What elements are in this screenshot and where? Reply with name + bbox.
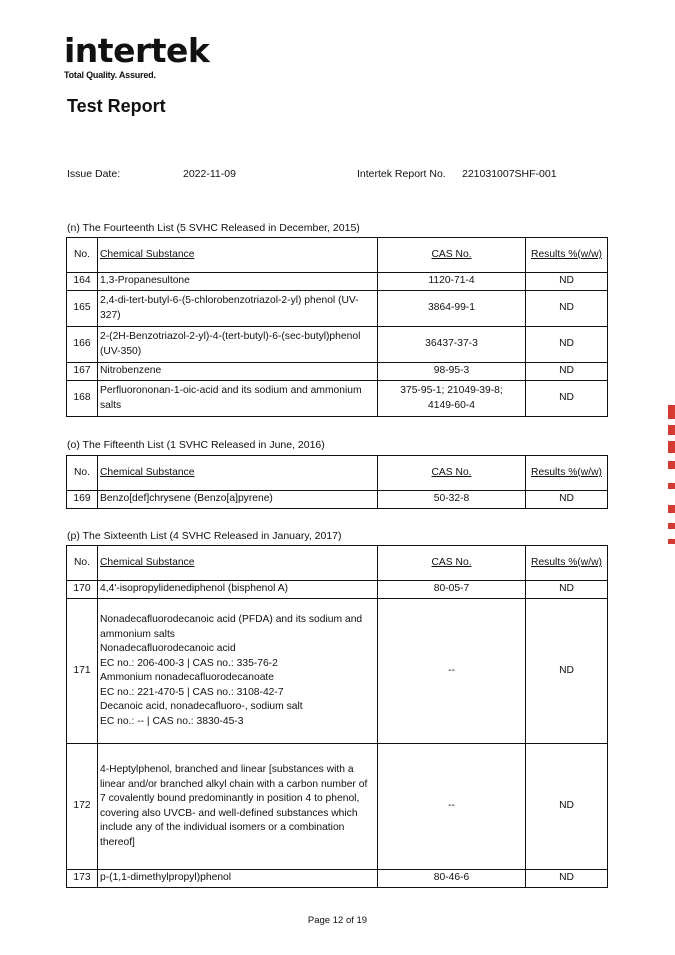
row-substance: Benzo[def]chrysene (Benzo[a]pyrene) [98,491,378,509]
row-no: 173 [67,870,98,888]
row-no: 164 [67,273,98,291]
page-title: Test Report [67,96,166,116]
row-no: 169 [67,491,98,509]
row-result: ND [526,581,608,599]
table-row [67,363,608,381]
row-substance: 1,3-Propanesultone [98,273,378,291]
row-no: 170 [67,581,98,599]
row-no: 171 [67,599,98,744]
row-cas: 375-95-1; 21049-39-8; 4149-60-4 [378,381,526,417]
table-row [67,491,608,509]
row-result: ND [526,273,608,291]
row-cas: 80-05-7 [378,581,526,599]
table-row [67,327,608,363]
table-row [67,581,608,599]
header-no: No. [67,456,98,491]
row-no: 167 [67,363,98,381]
row-no: 165 [67,291,98,327]
row-substance: Nonadecafluorodecanoic acid (PFDA) and its sodium and ammonium salts Nonadecafluorodecanoic acid EC no.: 206-400-3 | CAS no.: 335-76-2 Ammonium nonadecafluorodecanoate EC no.: 221-470-5 | CAS no.: 3108-42-7 Decanoic acid, nonadecafluoro-, sodium salt EC no.: -- | CAS no.: 3830-45-3 [98,599,378,744]
report-no-value: 221031007SHF-001 [462,168,557,180]
row-result: ND [526,363,608,381]
header-cas: CAS No. [378,456,526,491]
row-result: ND [526,291,608,327]
row-cas: 1120-71-4 [378,273,526,291]
row-cas: 80-46-6 [378,870,526,888]
svhc-table-o [66,455,608,509]
brand-tagline: Total Quality. Assured. [64,70,156,80]
row-substance: Nitrobenzene [98,363,378,381]
section-title-n: (n) The Fourteenth List (5 SVHC Released in December, 2015) [67,222,360,234]
table-row [67,870,608,888]
header-cas: CAS No. [378,546,526,581]
row-cas: 36437-37-3 [378,327,526,363]
row-cas: 50-32-8 [378,491,526,509]
svhc-table-n [66,237,608,417]
table-row [67,599,608,744]
row-result: ND [526,327,608,363]
row-result: ND [526,491,608,509]
header-results: Results %(w/w) [526,238,608,273]
row-result: ND [526,744,608,870]
table-header-row [67,546,608,581]
section-title-o: (o) The Fifteenth List (1 SVHC Released in June, 2016) [67,439,325,451]
row-result: ND [526,599,608,744]
header-no: No. [67,546,98,581]
row-cas: -- [378,599,526,744]
row-substance: p-(1,1-dimethylpropyl)phenol [98,870,378,888]
svhc-table-p [66,545,608,888]
seal-stamp-fragment [668,405,675,545]
row-substance: 2-(2H-Benzotriazol-2-yl)-4-(tert-butyl)-6-(sec-butyl)phenol (UV-350) [98,327,378,363]
row-substance: 4-Heptylphenol, branched and linear [substances with a linear and/or branched alkyl chain with a carbon number of 7 covalently bound predominantly in position 4 to phenol, covering also UVCB- and well-defined substances which include any of the individual isomers or a combination thereof] [98,744,378,870]
brand-name: intertek [64,31,210,70]
issue-date-label: Issue Date: [67,168,121,180]
row-substance: 2,4-di-tert-butyl-6-(5-chlorobenzotriazol-2-yl) phenol (UV-327) [98,291,378,327]
table-row [67,291,608,327]
page-number: Page 12 of 19 [307,915,368,926]
row-cas: 3864-99-1 [378,291,526,327]
header-results: Results %(w/w) [526,546,608,581]
header-substance: Chemical Substance [98,456,378,491]
table-row [67,381,608,417]
table-row [67,744,608,870]
issue-date-value: 2022-11-09 [183,168,236,180]
report-no-label: Intertek Report No. [357,168,446,180]
header-results: Results %(w/w) [526,456,608,491]
header-substance: Chemical Substance [98,546,378,581]
row-result: ND [526,381,608,417]
header-substance: Chemical Substance [98,238,378,273]
table-header-row [67,238,608,273]
table-row [67,273,608,291]
row-substance: Perfluorononan-1-oic-acid and its sodium and ammonium salts [98,381,378,417]
row-result: ND [526,870,608,888]
row-cas: 98-95-3 [378,363,526,381]
header-cas: CAS No. [378,238,526,273]
row-no: 168 [67,381,98,417]
row-no: 172 [67,744,98,870]
header-no: No. [67,238,98,273]
section-title-p: (p) The Sixteenth List (4 SVHC Released in January, 2017) [67,530,342,542]
row-no: 166 [67,327,98,363]
row-cas: -- [378,744,526,870]
intertek-logo [64,31,210,80]
table-header-row [67,456,608,491]
row-substance: 4,4'-isopropylidenediphenol (bisphenol A) [98,581,378,599]
